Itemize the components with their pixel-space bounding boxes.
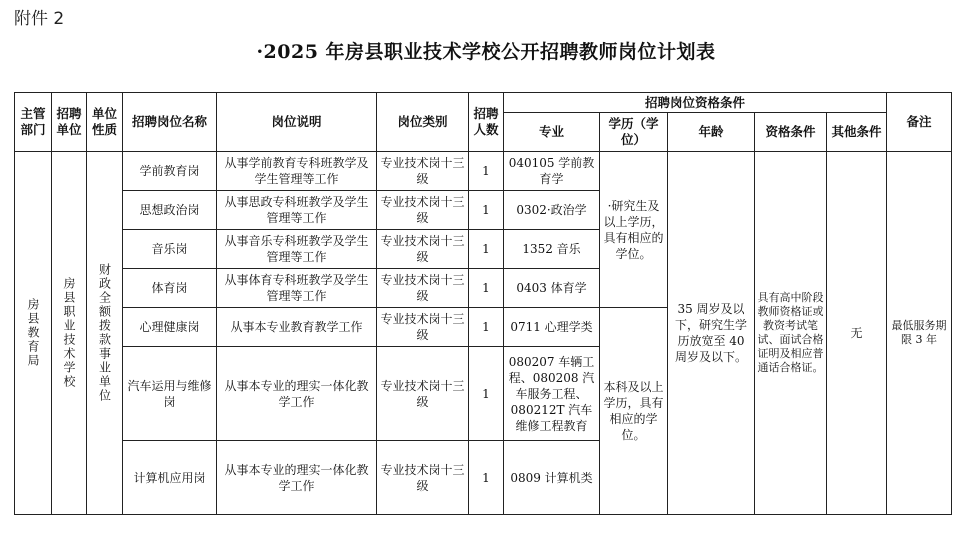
- category-cell: 专业技术岗十三级: [377, 308, 469, 347]
- header-category: 岗位类别: [377, 93, 469, 152]
- education-grad-cell: ·研究生及以上学历，具有相应的学位。: [600, 152, 668, 308]
- attachment-label: 附件 2: [14, 9, 65, 29]
- position-cell: 汽车运用与维修岗: [123, 347, 217, 441]
- category-cell: 专业技术岗十三级: [377, 230, 469, 269]
- header-authority: 主管部门: [15, 93, 52, 152]
- position-cell: 心理健康岗: [123, 308, 217, 347]
- education-bachelor-cell: 本科及以上学历，具有相应的学位。: [600, 308, 668, 515]
- count-cell: 1: [469, 269, 504, 308]
- header-description: 岗位说明: [217, 93, 377, 152]
- cert-cell: 具有高中阶段教师资格证或教资考试笔试、面试合格证明及相应普通话合格证。: [755, 152, 827, 515]
- table-row: [15, 152, 952, 191]
- major-cell: 080207 车辆工程、080208 汽车服务工程、080212T 汽车维修工程教育: [504, 347, 600, 441]
- header-unit: 招聘单位: [52, 93, 87, 152]
- authority-text: 房县教育局: [26, 298, 40, 368]
- header-remark: 备注: [887, 93, 952, 152]
- category-cell: 专业技术岗十三级: [377, 347, 469, 441]
- other-cell: 无: [827, 152, 887, 515]
- major-cell: 0809 计算机类: [504, 441, 600, 515]
- header-cert: 资格条件: [755, 113, 827, 152]
- unit-nature-text: 财政全额拨款事业单位: [97, 263, 112, 403]
- header-other: 其他条件: [827, 113, 887, 152]
- count-cell: 1: [469, 441, 504, 515]
- count-cell: 1: [469, 152, 504, 191]
- description-cell: 从事本专业的理实一体化教学工作: [217, 347, 377, 441]
- header-count: 招聘人数: [469, 93, 504, 152]
- count-cell: 1: [469, 308, 504, 347]
- unit-text: 房县职业技术学校: [62, 277, 76, 389]
- major-cell: 040105 学前教育学: [504, 152, 600, 191]
- position-cell: 思想政治岗: [123, 191, 217, 230]
- category-cell: 专业技术岗十三级: [377, 152, 469, 191]
- count-cell: 1: [469, 230, 504, 269]
- category-cell: 专业技术岗十三级: [377, 269, 469, 308]
- document-title: ·2025 年房县职业技术学校公开招聘教师岗位计划表: [256, 41, 716, 63]
- position-cell: 体育岗: [123, 269, 217, 308]
- description-cell: 从事本专业教育教学工作: [217, 308, 377, 347]
- age-cell: 35 周岁及以下，研究生学历放宽至 40 周岁及以下。: [668, 152, 755, 515]
- header-position: 招聘岗位名称: [123, 93, 217, 152]
- authority-cell: [15, 152, 52, 515]
- recruitment-plan-table: [14, 92, 952, 515]
- category-cell: 专业技术岗十三级: [377, 441, 469, 515]
- description-cell: 从事学前教育专科班教学及学生管理等工作: [217, 152, 377, 191]
- header-age: 年龄: [668, 113, 755, 152]
- count-cell: 1: [469, 347, 504, 441]
- description-cell: 从事本专业的理实一体化教学工作: [217, 441, 377, 515]
- header-qualification-group: 招聘岗位资格条件: [504, 93, 887, 113]
- count-cell: 1: [469, 191, 504, 230]
- position-cell: 学前教育岗: [123, 152, 217, 191]
- unit-cell: [52, 152, 87, 515]
- header-major: 专业: [504, 113, 600, 152]
- header-row-1: [15, 93, 952, 113]
- description-cell: 从事思政专科班教学及学生管理等工作: [217, 191, 377, 230]
- position-cell: 音乐岗: [123, 230, 217, 269]
- description-cell: 从事音乐专科班教学及学生管理等工作: [217, 230, 377, 269]
- major-cell: 1352 音乐: [504, 230, 600, 269]
- remark-cell: 最低服务期限 3 年: [887, 152, 952, 515]
- description-cell: 从事体育专科班教学及学生管理等工作: [217, 269, 377, 308]
- position-cell: 计算机应用岗: [123, 441, 217, 515]
- major-cell: 0711 心理学类: [504, 308, 600, 347]
- major-cell: 0302·政治学: [504, 191, 600, 230]
- category-cell: 专业技术岗十三级: [377, 191, 469, 230]
- major-cell: 0403 体育学: [504, 269, 600, 308]
- header-unit-nature: 单位性质: [87, 93, 123, 152]
- unit-nature-cell: [87, 152, 123, 515]
- header-education: 学历（学位）: [600, 113, 668, 152]
